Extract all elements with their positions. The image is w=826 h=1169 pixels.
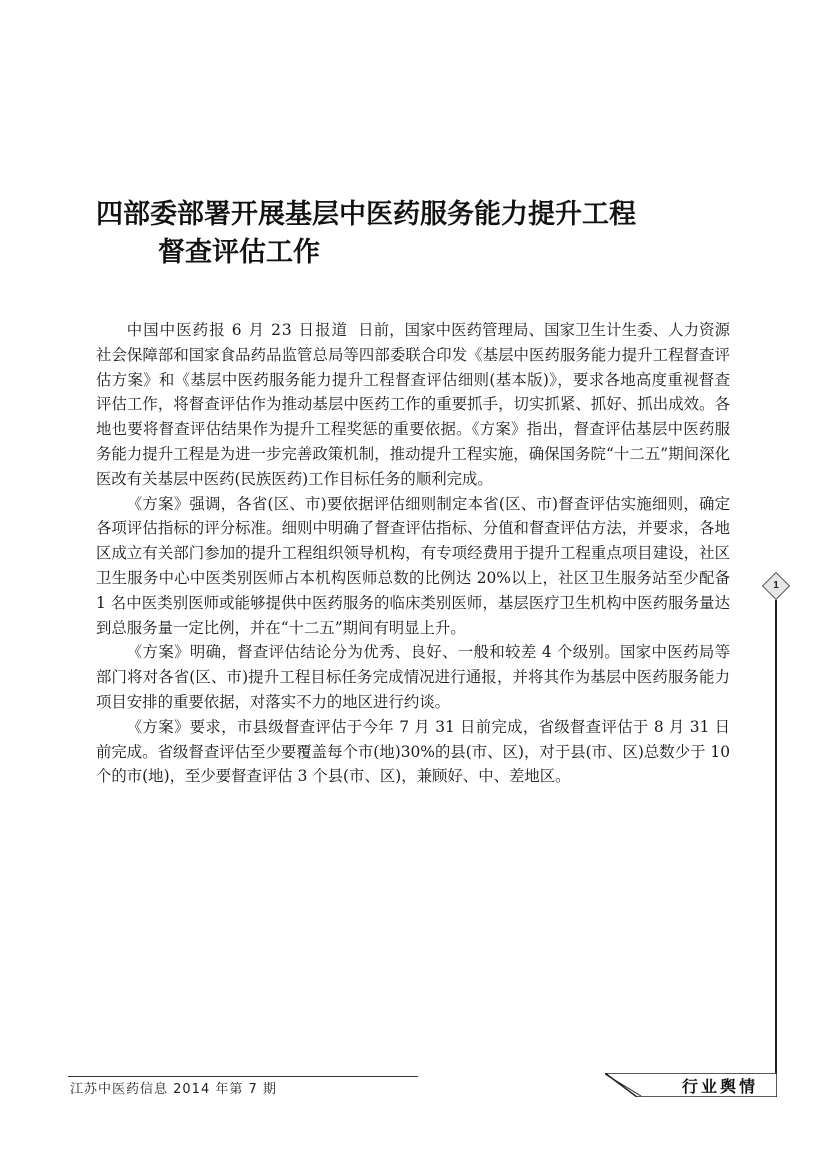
paragraph-3: 《方案》明确，督查评估结论分为优秀、良好、一般和较差 4 个级别。国家中医药局等部门将对各省(区、市)提升工程目标任务完成情况进行通报，并将其作为基层中医药服务能力项目安排的重要依据，对落实不力的地区进行约谈。 [96, 643, 730, 711]
section-label: 行业舆情 [681, 1077, 758, 1096]
paragraph-4: 《方案》要求，市县级督查评估于今年 7 月 31 日前完成，省级督查评估于 8 月 31 日前完成。省级督查评估至少要覆盖每个市(地)30%的县(市、区)，对于县(市、区)总数少于 10 个的市(地)，至少要督查评估 3 个县(市、区)，兼顾好、中、差地区。 [96, 717, 730, 786]
footer-rule [68, 1076, 418, 1077]
paragraph-2: 《方案》强调，各省(区、市)要依据评估细则制定本省(区、市)督查评估实施细则，确定各项评估指标的评分标准。细则中明确了督查评估指标、分值和督查评估方法，并要求，各地区成立有关部门参加的提升工程组织领导机构，有专项经费用于提升工程重点项目建设，社区卫生服务中心中医类别医师占本机构医师总数的比例达 20%以上，社区卫生服务站至少配备 1 名中医类别医师或能够提供中医药服务的临床类别医师，基层医疗卫生机构中医药服务量达到总服务量一定比例，并在“十二五”期间有明显上升。 [96, 494, 730, 637]
vertical-rule [775, 600, 777, 1097]
section-tab [605, 1073, 777, 1097]
article-title [96, 196, 736, 272]
journal-issue: 江苏中医药信息 2014 年第 7 期 [70, 1082, 277, 1097]
page-number: 1 [773, 580, 779, 591]
news-source: 中国中医药报 6 月 23 日报道 [126, 321, 349, 339]
article-body [96, 318, 730, 789]
paragraph-1 [96, 318, 730, 492]
title-line-2: 督查评估工作 [158, 237, 320, 268]
paragraph-1-text: 日前，国家中医药管理局、国家卫生计生委、人力资源社会保障部和国家食品药品监管总局等四部委联合印发《基层中医药服务能力提升工程督查评估方案》和《基层中医药服务能力提升工程督查评估细则(基本版)》，要求各地高度重视督查评估工作，将督查评估作为推动基层中医药工作的重要抓手，切实抓紧、抓好、抓出成效。各地也要将督查评估结果作为提升工程奖惩的重要依据。《方案》指出，督查评估基层中医药服务能力提升工程是为进一步完善政策机制，推动提升工程实施，确保国务院“十二五”期间深化医改有关基层中医药(民族医药)工作目标任务的顺利完成。 [96, 321, 730, 488]
title-line-1: 四部委部署开展基层中医药服务能力提升工程 [96, 199, 636, 230]
